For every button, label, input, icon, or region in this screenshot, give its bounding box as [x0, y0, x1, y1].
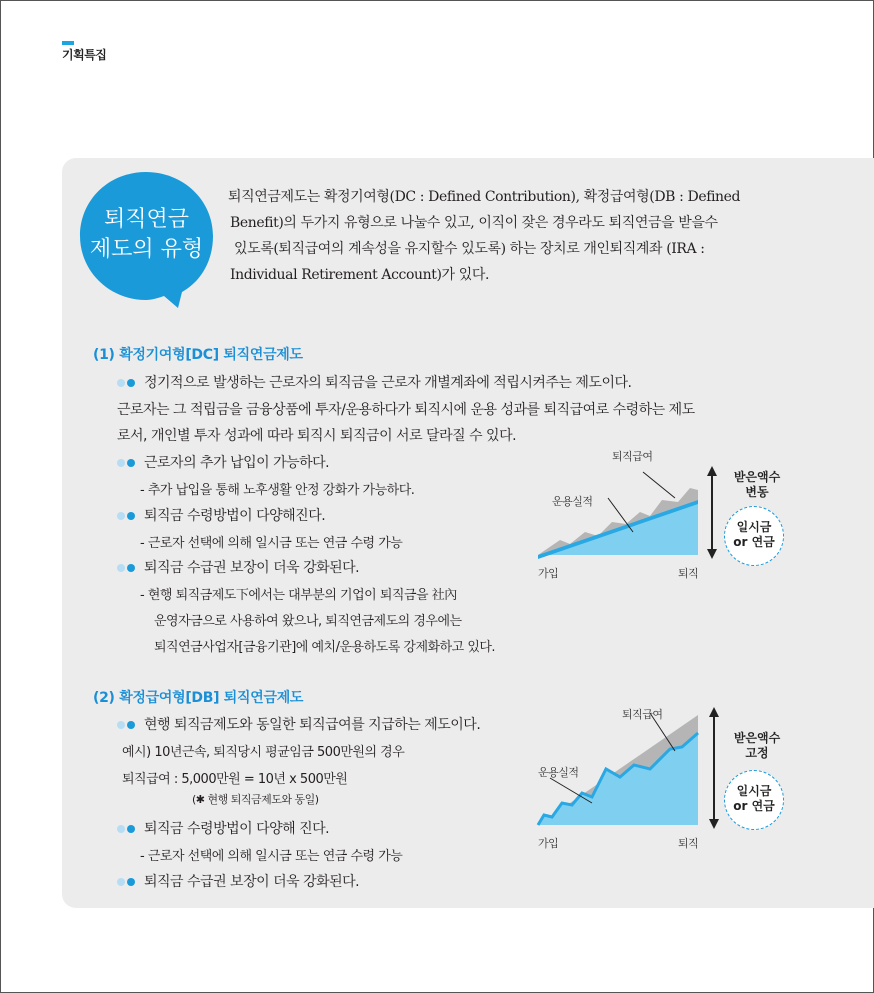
bullet-dots-icon — [117, 874, 144, 890]
bullet-text: 퇴직금 수급권 보장이 더욱 강화된다. — [144, 560, 360, 576]
bubble-title-line2: 제도의 유형 — [89, 237, 204, 262]
bullet-text: 퇴직금 수급권 보장이 더욱 강화된다. — [144, 874, 360, 890]
db-payout-badge-text — [724, 784, 784, 814]
db-example-1: 예시) 10년근속, 퇴직당시 평균임금 500만원의 경우 — [122, 745, 405, 760]
dc-sub-2: - 추가 납입을 통해 노후생활 안정 강화가 가능하다. — [140, 483, 415, 498]
dc-payout-pointer — [643, 472, 675, 498]
db-amount-label — [717, 731, 797, 761]
db-amount-line1: 받은액수 — [733, 731, 781, 745]
db-label-payout: 퇴직급여 — [622, 708, 663, 721]
db-badge-line2: or 연금 — [733, 799, 775, 813]
db-label-join: 가입 — [538, 837, 559, 850]
intro-line: Individual Retirement Account)가 있다. — [230, 267, 490, 283]
dc-growth-diagram — [530, 460, 720, 570]
db-perf-pointer — [550, 778, 592, 803]
bullet-text: 퇴직금 수령방법이 다양해 진다. — [144, 821, 330, 837]
dc-sub-4a: - 현행 퇴직금제도下에서는 대부분의 기업이 퇴직금을 社內 — [140, 588, 457, 603]
bullet-dots-icon — [117, 375, 144, 391]
dc-bullet-4 — [117, 557, 359, 577]
db-label-retire: 퇴직 — [678, 837, 699, 850]
db-bullet-3 — [117, 871, 359, 891]
db-amount-line2: 고정 — [745, 746, 769, 760]
dc-amount-line1: 받은액수 — [733, 470, 781, 484]
bubble-title-line1: 퇴직연금 — [103, 207, 189, 232]
db-bullet-2 — [117, 818, 329, 838]
dc-amount-line2: 변동 — [745, 485, 769, 499]
bullet-text: 정기적으로 발생하는 근로자의 퇴직금을 근로자 개별계좌에 적립시켜주는 제도이다. — [144, 375, 632, 391]
bullet-text: 근로자의 추가 납입이 가능하다. — [144, 455, 330, 471]
intro-line: Benefit)의 두가지 유형으로 나눌수 있고, 이직이 잦은 경우라도 퇴직연금을 받을수 — [230, 215, 718, 231]
intro-paragraph — [228, 184, 788, 288]
dc-bullet-3 — [117, 505, 325, 525]
bullet-dots-icon — [117, 508, 144, 524]
bullet-dots-icon — [117, 821, 144, 837]
dc-label-retire: 퇴직 — [678, 567, 699, 580]
header-accent-bar — [62, 41, 74, 45]
dc-amount-label — [717, 470, 797, 500]
dc-label-join: 가입 — [538, 567, 559, 580]
dc-badge-line2: or 연금 — [733, 535, 775, 549]
dc-sub-4c: 퇴직연금사업자[금융기관]에 예치/운용하도록 강제화하고 있다. — [154, 640, 496, 655]
db-note: (✱ 현행 퇴직금제도와 동일) — [192, 793, 319, 806]
db-bullet-1 — [117, 714, 480, 734]
dc-paragraph-line: 로서, 개인별 투자 성과에 따라 퇴직시 퇴직금이 서로 달라질 수 있다. — [117, 428, 517, 444]
dc-badge-line1: 일시금 — [736, 520, 772, 534]
intro-line: 퇴직연금제도는 확정기여형(DC : Defined Contribution), 확정급여형(DB : Defined — [228, 189, 741, 205]
dc-label-performance: 운용실적 — [552, 495, 593, 508]
dc-bullet-2 — [117, 452, 329, 472]
dc-section-title: (1) 확정기여형[DC] 퇴직연금제도 — [93, 347, 303, 363]
dc-paragraph-line: 근로자는 그 적립금을 금융상품에 투자/운용하다가 퇴직시에 운용 성과를 퇴직급여로 수령하는 제도 — [117, 402, 695, 418]
bullet-text: 퇴직금 수령방법이 다양해진다. — [144, 508, 326, 524]
db-section-title: (2) 확정급여형[DB] 퇴직연금제도 — [93, 690, 304, 706]
dc-bullet-1 — [117, 372, 631, 392]
section-header: 기획특집 — [62, 48, 107, 62]
dc-label-payout: 퇴직급여 — [612, 450, 653, 463]
bullet-dots-icon — [117, 560, 144, 576]
db-badge-line1: 일시금 — [736, 784, 772, 798]
dc-payout-badge-text — [724, 520, 784, 550]
db-sub-2: - 근로자 선택에 의해 일시금 또는 연금 수령 가능 — [140, 849, 403, 864]
db-example-2: 퇴직급여 : 5,000만원 = 10년 x 500만원 — [122, 772, 348, 787]
bubble-title — [78, 205, 215, 265]
dc-sub-4b: 운영자금으로 사용하여 왔으나, 퇴직연금제도의 경우에는 — [154, 614, 462, 629]
dc-sub-3: - 근로자 선택에 의해 일시금 또는 연금 수령 가능 — [140, 536, 403, 551]
bullet-dots-icon — [117, 455, 144, 471]
db-label-performance: 운용실적 — [538, 766, 579, 779]
intro-line: 있도록(퇴직급여의 계속성을 유지할수 있도록) 하는 장치로 개인퇴직계좌 (IRA : — [234, 241, 705, 257]
bullet-text: 현행 퇴직금제도와 동일한 퇴직급여를 지급하는 제도이다. — [144, 717, 481, 733]
bullet-dots-icon — [117, 717, 144, 733]
